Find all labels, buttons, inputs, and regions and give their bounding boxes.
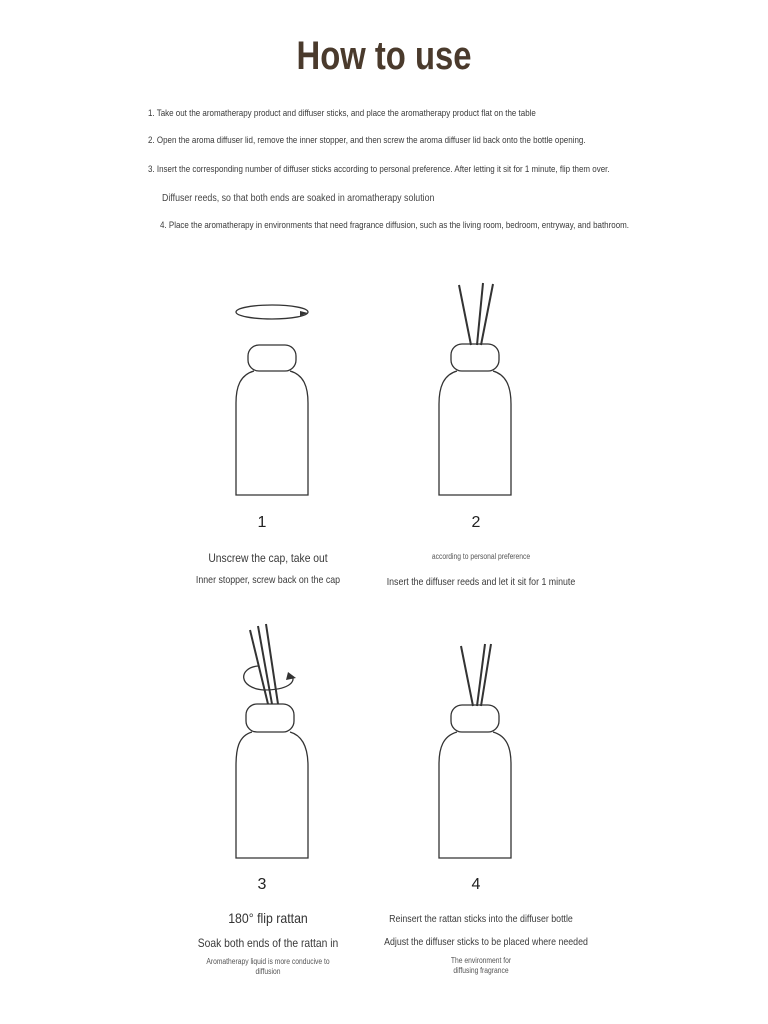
step-4-caption-line-4: diffusing fragrance [453, 966, 509, 975]
step-4-caption-line-1: Reinsert the rattan sticks into the diffuser bottle [389, 913, 573, 925]
step-4-caption-line-2: Adjust the diffuser sticks to be placed where needed [384, 936, 588, 948]
step-3-caption-line-4: diffusion [255, 967, 281, 976]
instruction-3: 3. Insert the corresponding number of diffuser sticks according to personal preference. After letting it sit for 1 minute, flip them over. [148, 164, 610, 175]
step-2-number: 2 [471, 514, 481, 531]
step-4-number: 4 [471, 876, 481, 893]
instruction-3-continued: Diffuser reeds, so that both ends are soaked in aromatherapy solution [162, 192, 435, 204]
step-4-caption-line-3: The environment for [450, 956, 512, 965]
step-2-caption-line-1: according to personal preference [431, 552, 531, 561]
bottle-with-reeds-icon [405, 640, 545, 865]
bottle-with-reeds-icon [405, 280, 545, 505]
step-3-caption-line-3: Aromatherapy liquid is more conducive to [206, 957, 330, 966]
instruction-2: 2. Open the aroma diffuser lid, remove the inner stopper, and then screw the aroma diffuser lid back onto the bottle opening. [148, 135, 586, 146]
step-1-caption-line-1: Unscrew the cap, take out [208, 551, 328, 565]
bottle-with-flipping-reeds-icon [200, 620, 340, 865]
step-3-caption-line-2: Soak both ends of the rattan in [197, 936, 339, 950]
instruction-4: 4. Place the aromatherapy in environments that need fragrance diffusion, such as the living room, bedroom, entryway, and bathroom. [160, 220, 630, 231]
page-title: How to use [296, 34, 472, 78]
step-1-caption-line-2: Inner stopper, screw back on the cap [195, 574, 341, 586]
step-3-number: 3 [257, 876, 267, 893]
step-2-caption-line-2: Insert the diffuser reeds and let it sit for 1 minute [386, 576, 576, 588]
instruction-1: 1. Take out the aromatherapy product and diffuser sticks, and place the aromatherapy product flat on the table [148, 108, 536, 119]
step-1-number: 1 [257, 514, 267, 531]
step-3-caption-line-1: 180° flip rattan [228, 910, 308, 926]
bottle-with-rotating-cap-icon [200, 295, 340, 505]
